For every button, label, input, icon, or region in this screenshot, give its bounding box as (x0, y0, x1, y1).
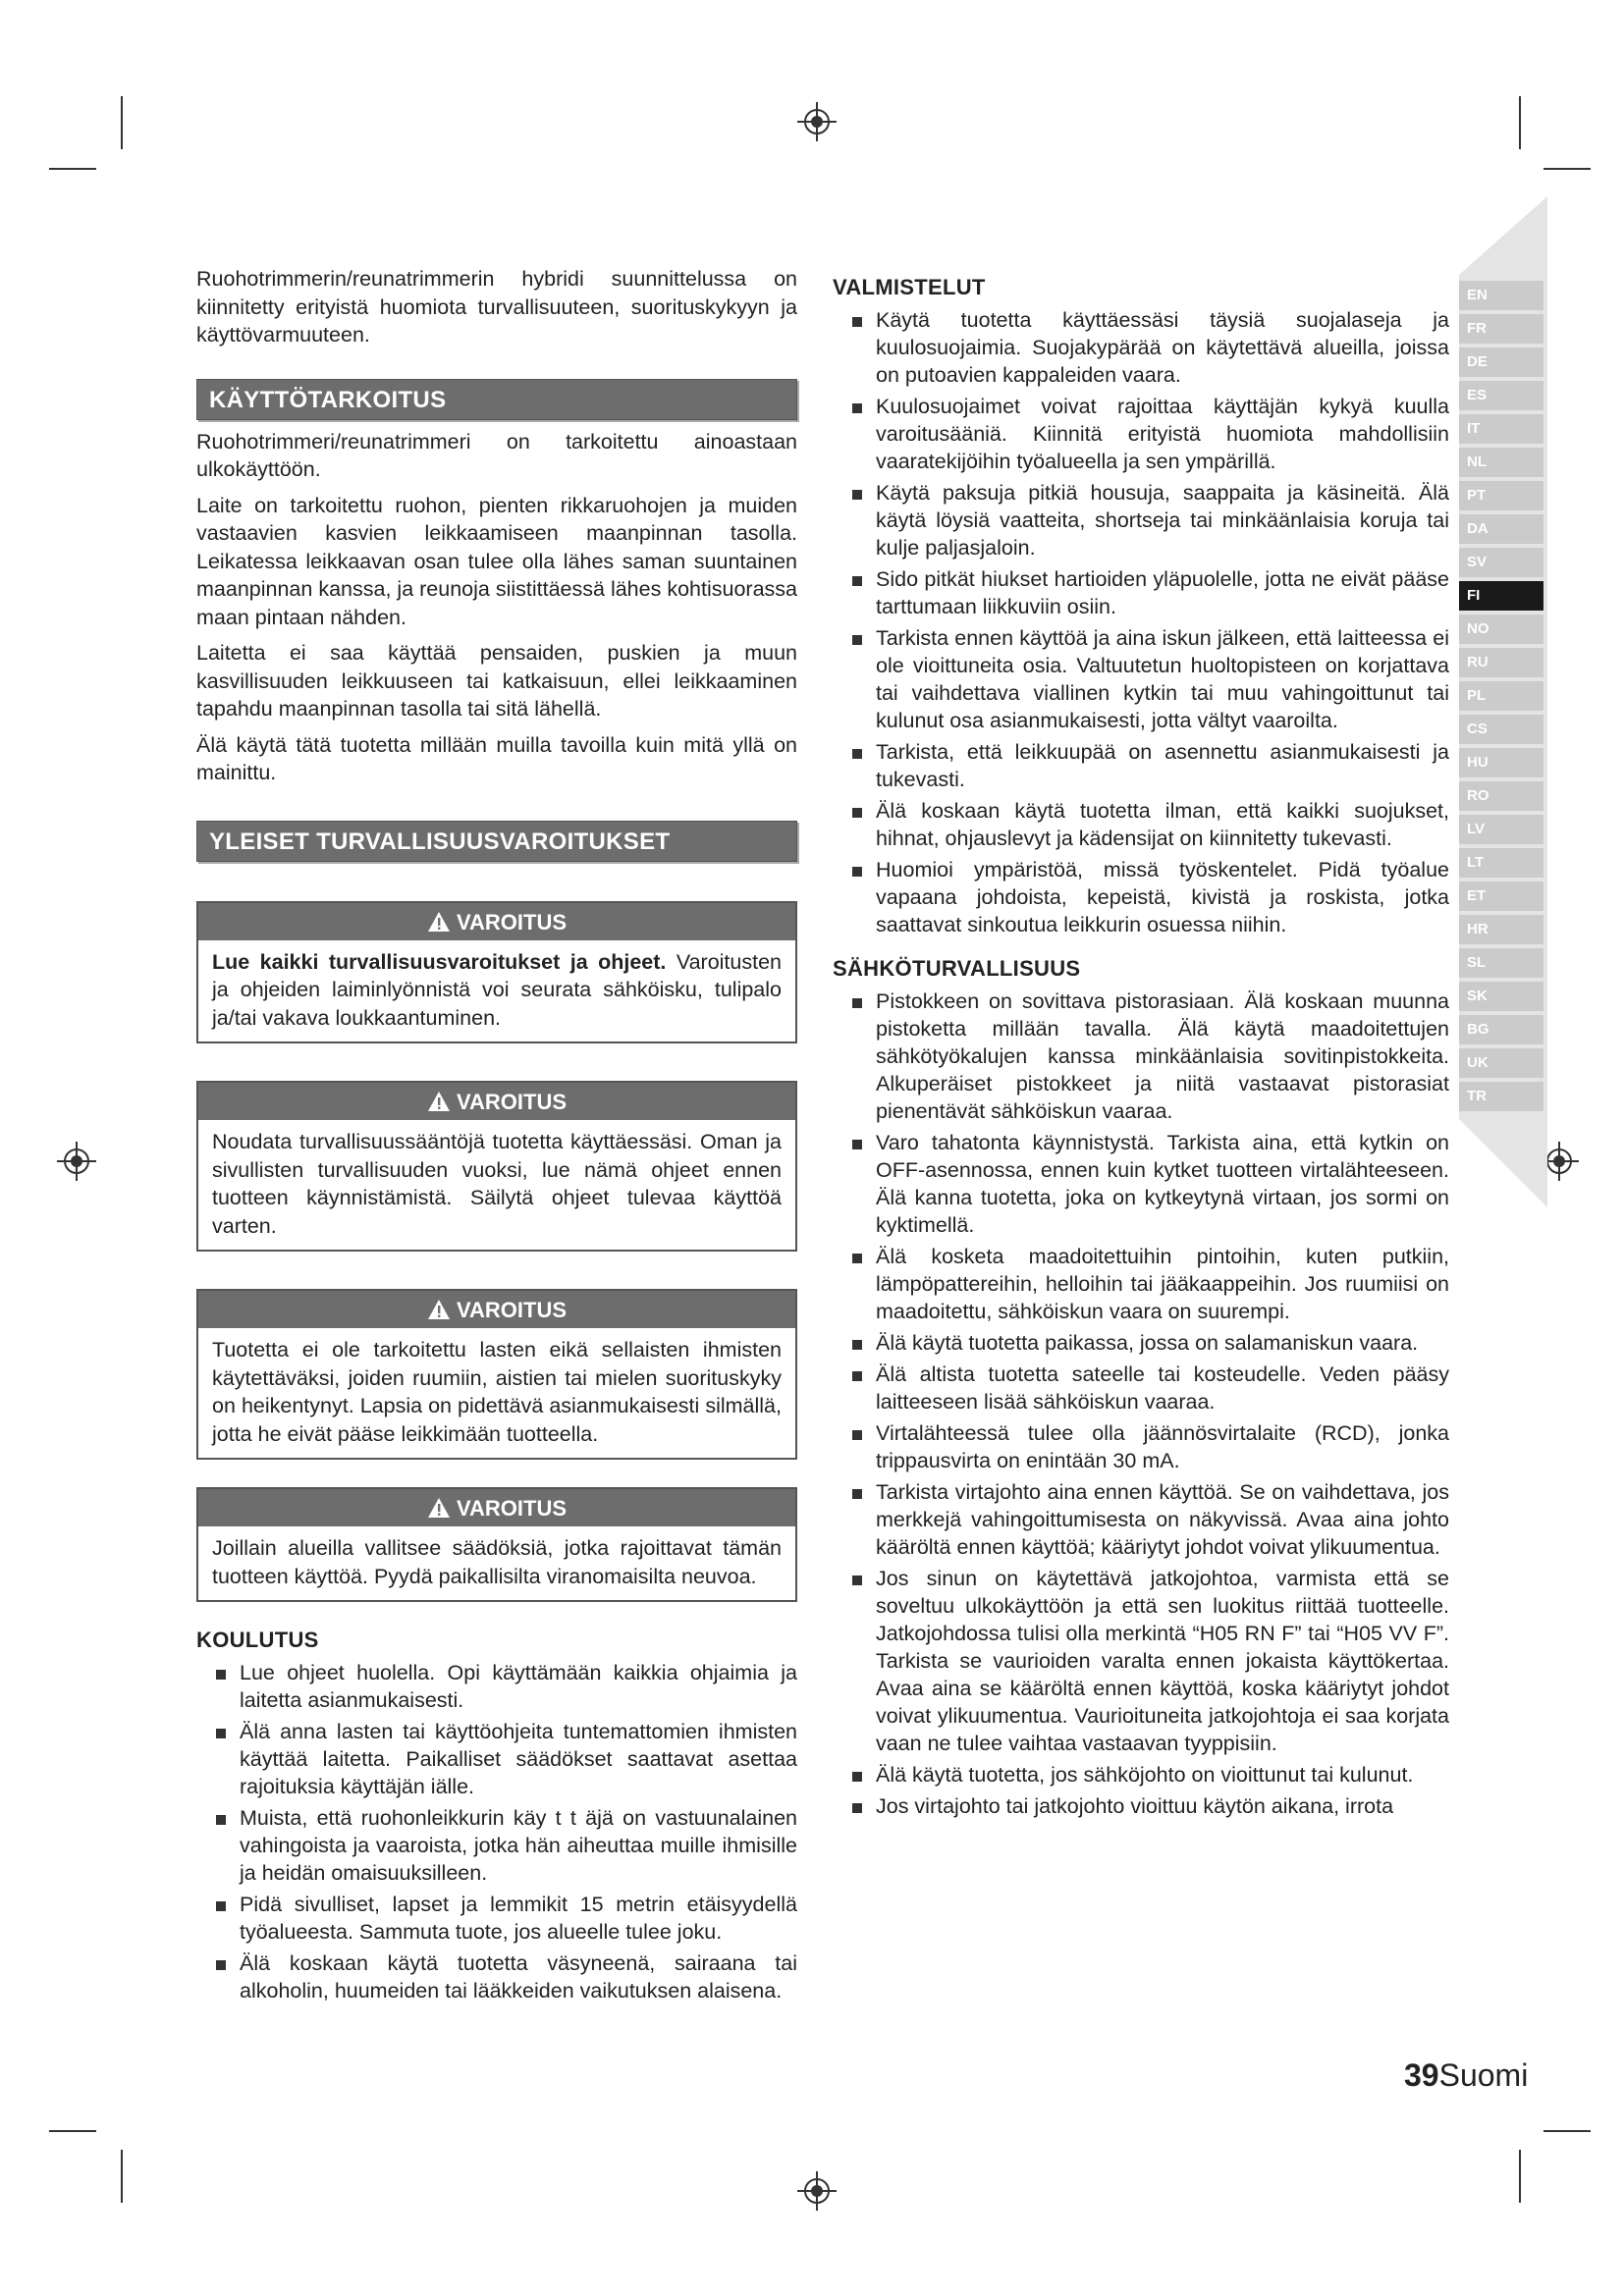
list-item: Kuulosuojaimet voivat rajoittaa käyttäjän kykyä kuulla varoitusääniä. Kiinnitä erityistä huomiota mahdollisiin vaaratekijöihin työalueella ja sen ympärillä. (833, 393, 1449, 475)
crop-mark (49, 2130, 96, 2132)
bullet-icon (852, 998, 862, 1008)
warning-label: VAROITUS (456, 1090, 568, 1114)
warning-label: VAROITUS (456, 909, 568, 934)
crop-mark (49, 168, 96, 170)
warning-triangle-icon (427, 1299, 451, 1320)
warning-triangle-icon (427, 1497, 451, 1519)
list-item: Sido pitkät hiukset hartioiden yläpuolelle, jotta ne eivät pääse tarttumaan liikkuviin osiin. (833, 565, 1449, 620)
language-tab-pt: PT (1459, 481, 1543, 510)
bullet-icon (852, 1140, 862, 1149)
crop-mark (1543, 2130, 1591, 2132)
bullet-icon (216, 1670, 226, 1680)
warning-header (198, 903, 795, 940)
language-tab-uk: UK (1459, 1048, 1543, 1078)
bullet-icon (852, 1803, 862, 1813)
language-tab-lt: LT (1459, 848, 1543, 878)
section-title-general-safety: YLEISET TURVALLISUUSVAROITUKSET (196, 821, 797, 862)
list-item: Jos sinun on käytettävä jatkojohtoa, varmista että se soveltuu ulkokäyttöön ja että sen luokitus riittää tuotteelle. Jatkojohdossa tulisi olla merkintä “H05 RN F” tai “H05 VV F”. Tarkista se vaurioiden varalta ennen jokaista käyttökertaa. Avaa aina se kääröltä ennen käyttöä, koska kääriytyt johdot voivat ylikuumentua. Vaurioituneita jatkojohtoja ei saa korjata vaan ne tulee vaihtaa vastaavan tyyppisiin. (833, 1565, 1449, 1757)
section-title-preparations: VALMISTELUT (833, 275, 986, 299)
language-tab-sk: SK (1459, 982, 1543, 1011)
electrical-safety-list (833, 988, 1449, 1820)
language-tab-ru: RU (1459, 648, 1543, 677)
bullet-icon (216, 1815, 226, 1825)
list-item: Älä käytä tuotetta paikassa, jossa on salamaniskun vaara. (833, 1329, 1449, 1357)
crop-mark (121, 96, 123, 149)
language-tab-fr: FR (1459, 314, 1543, 344)
warning-box (196, 1487, 797, 1602)
bullet-icon (852, 317, 862, 327)
list-item: Älä koskaan käytä tuotetta väsyneenä, sairaana tai alkoholin, huumeiden tai lääkkeiden vaikutuksen alaisena. (196, 1949, 797, 2004)
language-tab-ro: RO (1459, 781, 1543, 811)
language-tab-lv: LV (1459, 815, 1543, 844)
list-item: Lue ohjeet huolella. Opi käyttämään kaikkia ohjaimia ja laitetta asianmukaisesti. (196, 1659, 797, 1714)
training-list (196, 1659, 797, 2004)
bullet-icon (852, 1340, 862, 1350)
language-tab-et: ET (1459, 881, 1543, 911)
list-item: Käytä paksuja pitkiä housuja, saappaita ja käsineitä. Älä käytä löysiä vaatteita, shortseja tai minkäänlaisia koruja tai kulje paljasjaloin. (833, 479, 1449, 561)
bullet-icon (852, 1254, 862, 1263)
bullet-icon (852, 1772, 862, 1782)
warning-header (198, 1291, 795, 1328)
crop-mark (1543, 168, 1591, 170)
registration-mark-icon (57, 1142, 96, 1181)
list-item: Käytä tuotetta käyttäessäsi täysiä suojalaseja ja kuulosuojaimia. Suojakypärää on käytettävä alueilla, joissa on putoavien kappaleiden vaara. (833, 306, 1449, 389)
language-tab-da: DA (1459, 514, 1543, 544)
crop-mark (1519, 2150, 1521, 2203)
purpose-paragraph: Laite on tarkoitettu ruohon, pienten rikkaruohojen ja muiden vastaavien kasvien leikkaamiseen maanpinnan tasolla. Leikatessa leikkaavan osan tulee olla lähes saman suuntainen maanpinnan kanssa, ja reunoja siistittäessä lähes kohtisuorassa maan pintaan nähden. (196, 493, 797, 629)
list-item: Muista, että ruohonleikkurin käy t t äjä on vastuunalainen vahingoista ja vaaroista, jotka hän aiheuttaa muille ihmisille ja heidän omaisuuksilleen. (196, 1804, 797, 1887)
language-tab-hr: HR (1459, 915, 1543, 944)
warning-body-text: Noudata turvallisuussääntöjä tuotetta käyttäessäsi. Oman ja sivullisten turvallisuuden vuoksi, lue nämä ohjeet ennen tuotteen käynnistämistä. Säilytä ohjeet tulevaa käyttöä varten. (212, 1130, 782, 1238)
warning-label: VAROITUS (456, 1496, 568, 1521)
bullet-icon (852, 1371, 862, 1381)
warning-triangle-icon (427, 1091, 451, 1112)
list-item: Älä kosketa maadoitettuihin pintoihin, kuten putkiin, lämpöpattereihin, helloihin tai jääkaappeihin. Jos ruumiisi on maadoitettu, sähköiskun vaara on suurempi. (833, 1243, 1449, 1325)
section-title-purpose: KÄYTTÖTARKOITUS (196, 379, 797, 420)
crop-mark (121, 2150, 123, 2203)
list-item: Virtalähteessä tulee olla jäännösvirtalaite (RCD), jonka trippausvirta on enintään 30 mA. (833, 1419, 1449, 1474)
language-tab-tr: TR (1459, 1082, 1543, 1111)
bullet-icon (852, 576, 862, 586)
warning-text (198, 940, 795, 1042)
language-tab-cs: CS (1459, 715, 1543, 744)
language-tab-fi: FI (1459, 581, 1543, 611)
section-title-training: KOULUTUS (196, 1628, 319, 1652)
warning-triangle-icon (427, 911, 451, 933)
list-item: Älä altista tuotetta sateelle tai kosteudelle. Veden pääsy laitteeseen lisää sähköiskun vaaraa. (833, 1361, 1449, 1415)
warning-header (198, 1083, 795, 1120)
language-tab-no: NO (1459, 614, 1543, 644)
language-tab-de: DE (1459, 347, 1543, 377)
bullet-icon (216, 1960, 226, 1970)
list-item: Huomioi ympäristöä, missä työskentelet. Pidä työalue vapaana johdoista, kepeistä, kivistä ja roskista, jotka saattavat sinkoutua leikkurin osuessa niihin. (833, 856, 1449, 938)
warning-box (196, 1289, 797, 1460)
registration-mark-icon (797, 102, 837, 141)
warning-label: VAROITUS (456, 1298, 568, 1322)
warning-body-text: Tuotetta ei ole tarkoitettu lasten eikä sellaisten ihmisten käytettäväksi, joiden ruumiin, aistien tai mielen suorituskyky on heikentynyt. Lapsia on pidettävä asianmukaisesti silmällä, jotta he eivät pääse leikkimään tuotteella. (212, 1338, 782, 1446)
language-tab-nl: NL (1459, 448, 1543, 477)
list-item: Tarkista ennen käyttöä ja aina iskun jälkeen, että laitteessa ei ole vioittuneita osia. Valtuutetun huoltopisteen on korjattava tai vaihdettava viallinen kytkin tai muu vahingoittunut tai kulunut osa asianmukaisesti, jotta vältyt vaaroilta. (833, 624, 1449, 734)
right-column (833, 275, 1449, 1824)
bullet-icon (852, 403, 862, 413)
list-item: Pistokkeen on sovittava pistorasiaan. Älä koskaan muunna pistoketta millään tavalla. Älä käytä maadoitettujen sähkötyökalujen kanssa minkäänlaisia sovitinpistokkeita. Alkuperäiset pistokkeet ja niitä vastaavat pistorasiat pienentävät sähköiskun vaaraa. (833, 988, 1449, 1125)
language-tab-it: IT (1459, 414, 1543, 444)
warning-box (196, 901, 797, 1044)
language-tab-pl: PL (1459, 681, 1543, 711)
bullet-icon (852, 635, 862, 645)
list-item: Pidä sivulliset, lapset ja lemmikit 15 metrin etäisyydellä työalueesta. Sammuta tuote, jos alueelle tulee joku. (196, 1891, 797, 1946)
warning-body-text: Varoitusten ja ohjeiden laiminlyönnistä voi seurata sähköisku, tulipalo ja/tai vakava loukkaantuminen. (212, 949, 782, 1030)
bullet-icon (216, 1901, 226, 1911)
language-tab-en: EN (1459, 281, 1543, 310)
bullet-icon (216, 1729, 226, 1738)
intro-paragraph: Ruohotrimmerin/reunatrimmerin hybridi suunnittelussa on kiinnitetty erityistä huomiota turvallisuuteen, suorituskykyyn ja käyttövarmuuteen. (196, 267, 797, 347)
language-tab-sv: SV (1459, 548, 1543, 577)
preparations-list (833, 306, 1449, 938)
bullet-icon (852, 1489, 862, 1499)
list-item: Älä käytä tuotetta, jos sähköjohto on vioittunut tai kulunut. (833, 1761, 1449, 1789)
section-title-electrical-safety: SÄHKÖTURVALLISUUS (833, 956, 1081, 981)
warning-box (196, 1081, 797, 1252)
crop-mark (1519, 96, 1521, 149)
purpose-paragraph: Ruohotrimmeri/reunatrimmeri on tarkoitettu ainoastaan ulkokäyttöön. (196, 429, 797, 481)
list-item: Älä koskaan käytä tuotetta ilman, että kaikki suojukset, hihnat, ohjauslevyt ja kädensijat on kiinnitetty tukevasti. (833, 797, 1449, 852)
language-tab-bg: BG (1459, 1015, 1543, 1044)
left-column (196, 265, 797, 2008)
list-item: Älä anna lasten tai käyttöohjeita tuntemattomien ihmisten käyttää laitetta. Paikalliset säädökset saattavat asettaa rajoituksia käyttäjän iälle. (196, 1718, 797, 1800)
bullet-icon (852, 867, 862, 877)
purpose-paragraph: Laitetta ei saa käyttää pensaiden, puskien ja muun kasvillisuuden leikkuuseen tai katkaisuun, ellei leikkaaminen tapahdu maanpinnan tasolla tai sitä lähellä. (196, 641, 797, 721)
page-number: 39Suomi (1404, 2057, 1529, 2093)
list-item: Tarkista, että leikkuupää on asennettu asianmukaisesti ja tukevasti. (833, 738, 1449, 793)
bullet-icon (852, 808, 862, 818)
list-item: Varo tahatonta käynnistystä. Tarkista aina, että kytkin on OFF-asennossa, ennen kuin kytket tuotteen virtalähteeseen. Älä kanna tuotetta, joka on kytkeytynä virtaan, jos sormi on kyktimellä. (833, 1129, 1449, 1239)
bullet-icon (852, 749, 862, 759)
language-tab-hu: HU (1459, 748, 1543, 777)
warning-body-text: Joillain alueilla vallitsee säädöksiä, jotka rajoittavat tämän tuotteen käyttöä. Pyydä paikallisilta viranomaisilta neuvoa. (212, 1536, 782, 1588)
language-tab-sl: SL (1459, 948, 1543, 978)
purpose-paragraph: Älä käytä tätä tuotetta millään muilla tavoilla kuin mitä yllä on mainittu. (196, 732, 797, 784)
bullet-icon (852, 1430, 862, 1440)
bullet-icon (852, 1575, 862, 1585)
bullet-icon (852, 490, 862, 500)
language-tab-es: ES (1459, 381, 1543, 410)
warning-bold-text: Lue kaikki turvallisuusvaroitukset ja ohjeet. (212, 949, 667, 974)
list-item: Tarkista virtajohto aina ennen käyttöä. Se on vaihdettava, jos merkkejä vahingoittumisesta on näkyvissä. Avaa aina johto kääröltä ennen käyttöä; kääriytyt johdot voivat ylikuumentua. (833, 1478, 1449, 1561)
registration-mark-icon (797, 2171, 837, 2211)
warning-header (198, 1489, 795, 1526)
list-item: Jos virtajohto tai jatkojohto vioittuu käytön aikana, irrota (833, 1792, 1449, 1820)
